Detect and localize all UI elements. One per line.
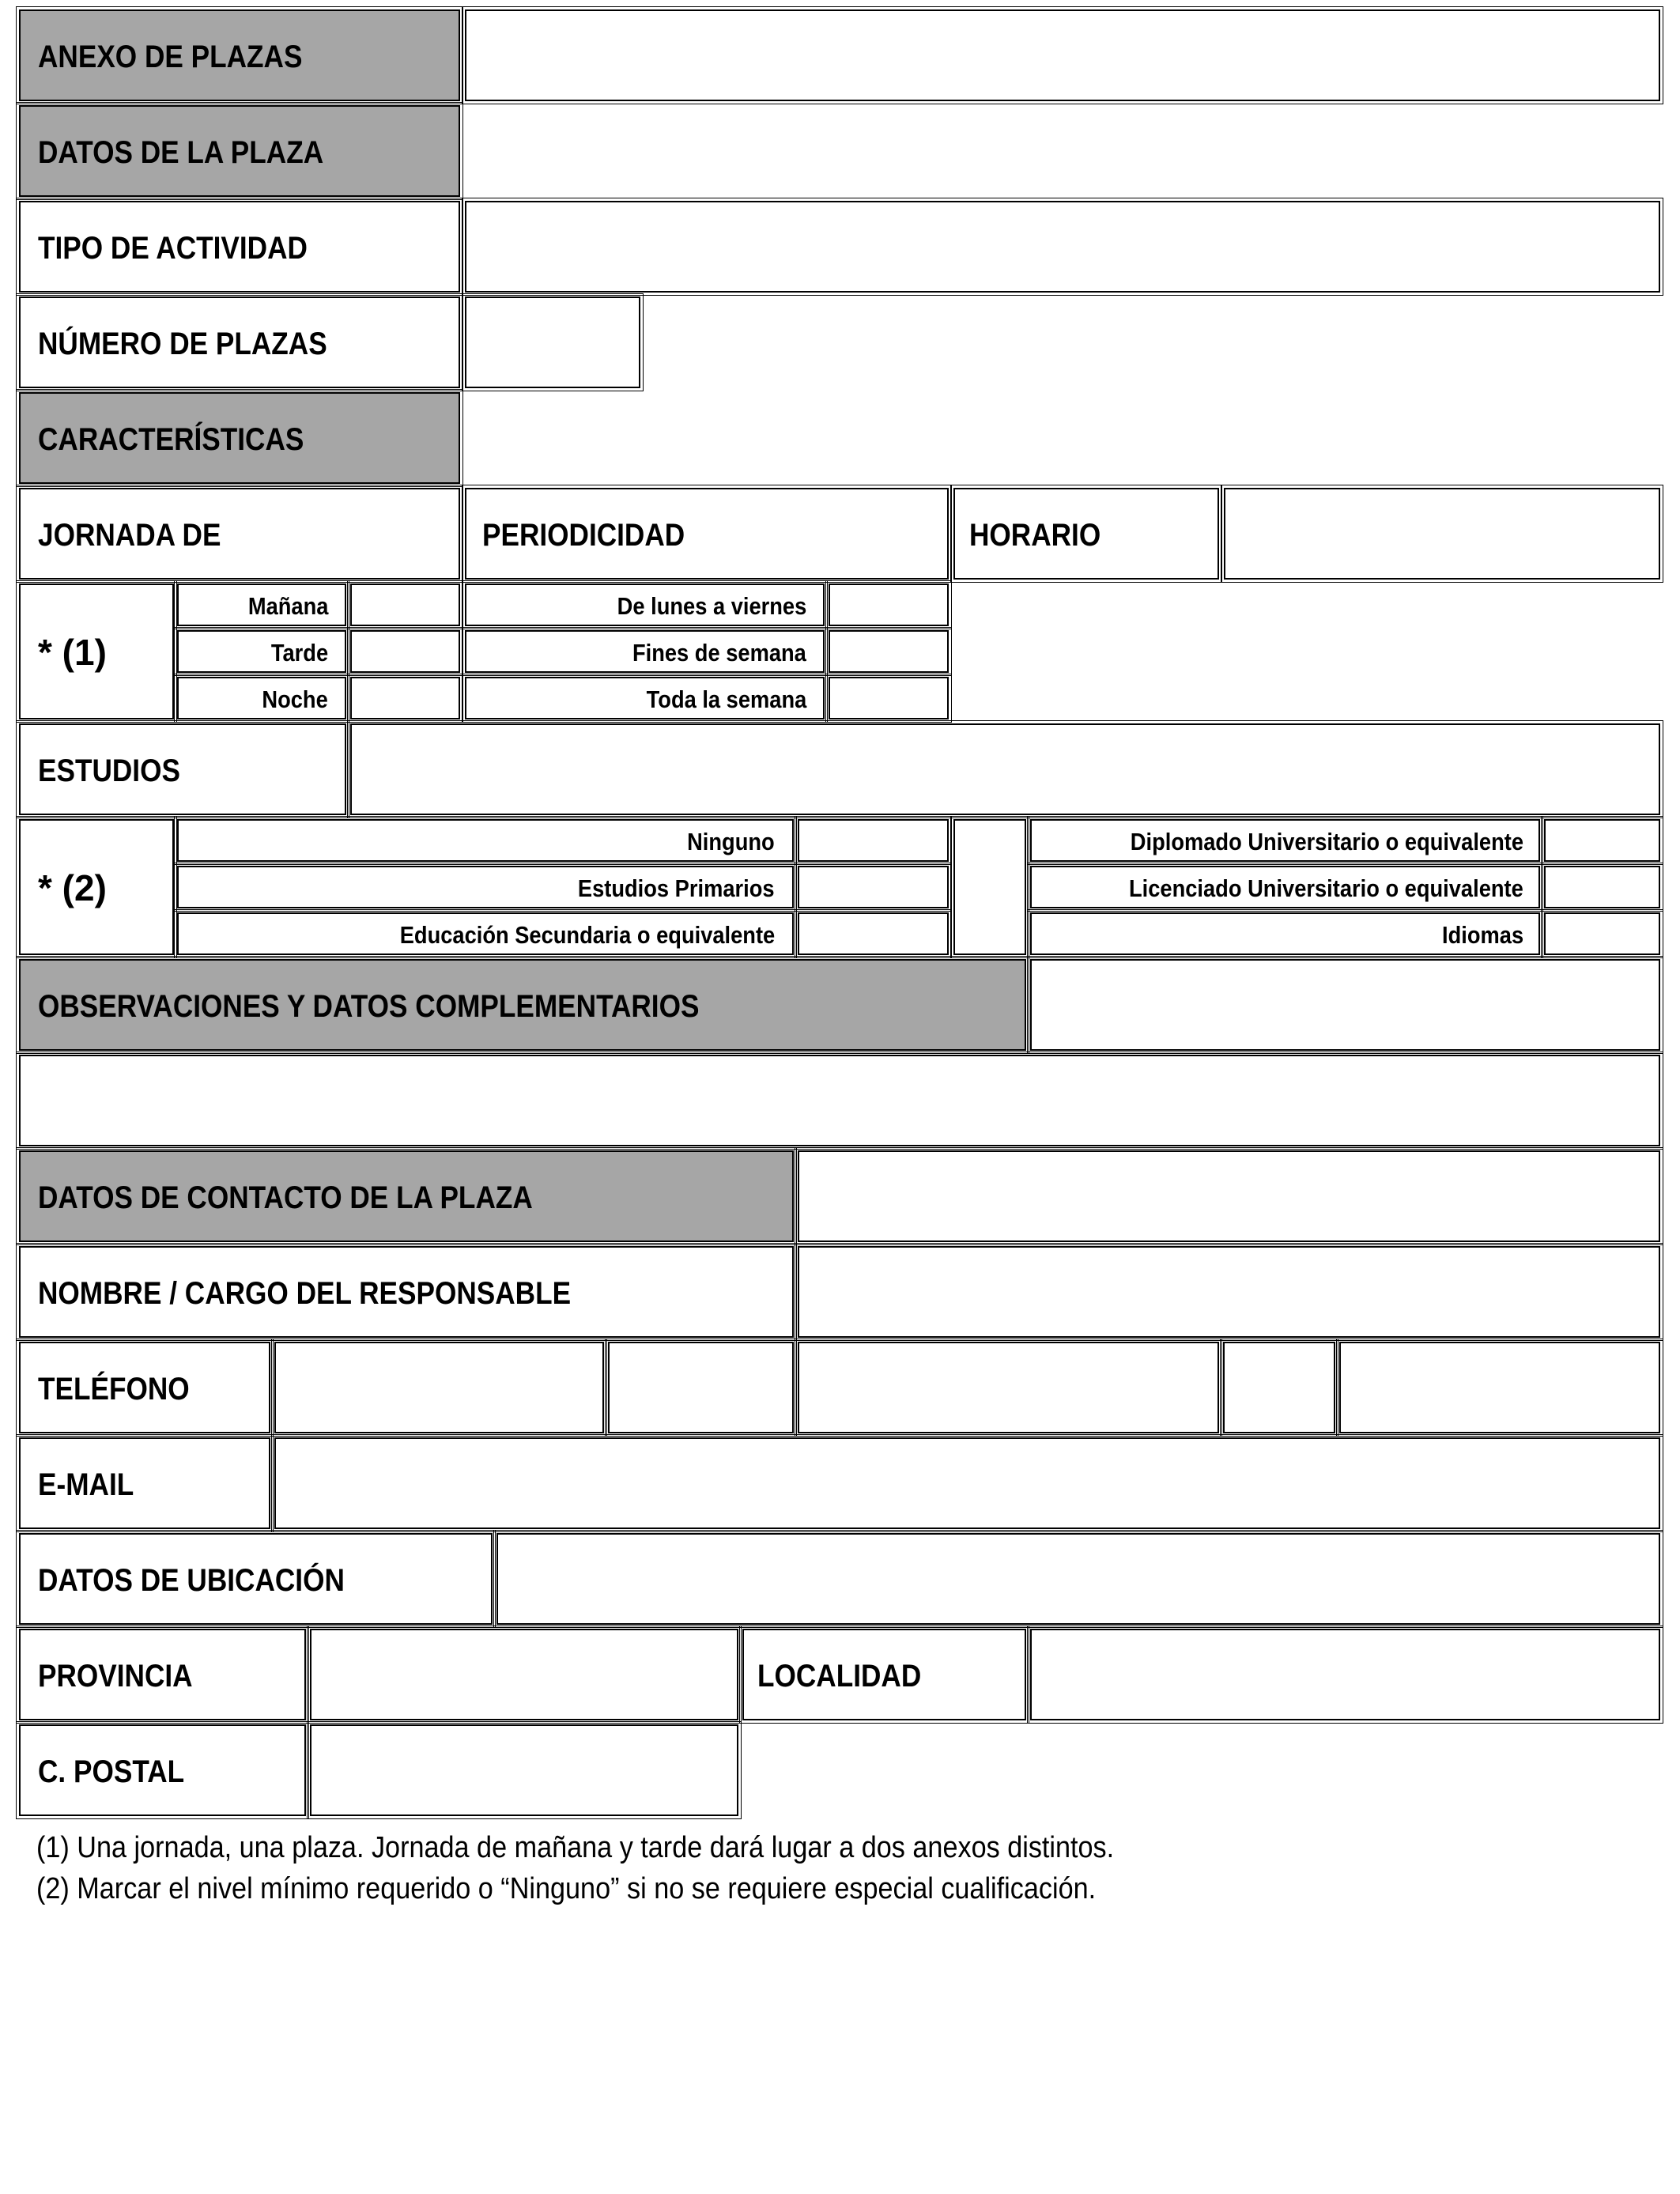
telefono-field-1[interactable] [274, 1342, 604, 1433]
email-field[interactable] [274, 1437, 1660, 1529]
observaciones-side-field[interactable] [1030, 959, 1660, 1051]
jornada-option-noche-label: Noche [262, 685, 328, 713]
cpostal-field[interactable] [310, 1724, 738, 1816]
estudios-checkbox-idiomas[interactable] [1544, 912, 1660, 955]
email-label: E-MAIL [38, 1467, 134, 1502]
telefono-field-4[interactable] [1223, 1342, 1335, 1433]
estudios-spacer-cell [953, 819, 1026, 955]
datos-plaza-title: DATOS DE LA PLAZA [38, 135, 324, 170]
note1-marker: * (1) [38, 632, 107, 673]
ubicacion-label: DATOS DE UBICACIÓN [38, 1563, 345, 1598]
localidad-label: LOCALIDAD [757, 1659, 922, 1694]
jornada-checkbox-manana[interactable] [350, 583, 460, 626]
estudios-checkbox-diplomado[interactable] [1544, 819, 1660, 862]
estudios-checkbox-licenciado[interactable] [1544, 866, 1660, 908]
estudios-label: ESTUDIOS [38, 753, 180, 788]
horario-field[interactable] [1224, 488, 1660, 580]
jornada-label: JORNADA DE [38, 518, 221, 553]
estudios-checkbox-ninguno[interactable] [798, 819, 949, 862]
provincia-label: PROVINCIA [38, 1659, 193, 1694]
jornada-checkbox-noche[interactable] [350, 677, 460, 719]
horario-label: HORARIO [969, 518, 1101, 553]
contacto-side-field[interactable] [798, 1150, 1660, 1242]
estudios-checkbox-secundaria[interactable] [798, 912, 949, 955]
localidad-field[interactable] [1030, 1629, 1660, 1720]
observaciones-title: OBSERVACIONES Y DATOS COMPLEMENTARIOS [38, 989, 700, 1024]
provincia-field[interactable] [310, 1629, 738, 1720]
caracteristicas-title: CARACTERÍSTICAS [38, 422, 304, 457]
estudios-option-licenciado-label: Licenciado Universitario o equivalente [1129, 874, 1523, 902]
jornada-option-tarde-label: Tarde [270, 639, 328, 667]
periodicidad-label: PERIODICIDAD [482, 518, 685, 553]
estudios-option-diplomado-label: Diplomado Universitario o equivalente [1130, 828, 1523, 855]
periodicidad-option-toda-semana-label: Toda la semana [646, 685, 806, 713]
estudios-option-secundaria-label: Educación Secundaria o equivalente [399, 921, 775, 949]
periodicidad-checkbox-toda-semana[interactable] [829, 677, 949, 719]
ubicacion-field[interactable] [496, 1533, 1660, 1625]
periodicidad-checkbox-fines-semana[interactable] [829, 630, 949, 673]
numero-plazas-field[interactable] [465, 296, 640, 388]
telefono-field-2[interactable] [608, 1342, 794, 1433]
estudios-option-ninguno-label: Ninguno [687, 828, 775, 855]
responsable-field[interactable] [798, 1246, 1660, 1338]
note2-marker: * (2) [38, 867, 107, 908]
tipo-actividad-field[interactable] [465, 201, 1660, 293]
footnote-1: (1) Una jornada, una plaza. Jornada de mañana y tarde dará lugar a dos anexos distintos. [36, 1831, 1115, 1864]
estudios-checkbox-primarios[interactable] [798, 866, 949, 908]
tipo-actividad-label: TIPO DE ACTIVIDAD [38, 231, 308, 266]
estudios-field[interactable] [350, 723, 1660, 815]
cpostal-label: C. POSTAL [38, 1754, 185, 1789]
footnote-2: (2) Marcar el nivel mínimo requerido o “Ninguno” si no se requiere especial cualificación. [36, 1872, 1097, 1905]
estudios-option-idiomas-label: Idiomas [1441, 921, 1523, 949]
anexo-field[interactable] [465, 9, 1660, 101]
telefono-field-5[interactable] [1339, 1342, 1660, 1433]
periodicidad-checkbox-lunes-viernes[interactable] [829, 583, 949, 626]
contacto-title: DATOS DE CONTACTO DE LA PLAZA [38, 1180, 533, 1215]
anexo-title: ANEXO DE PLAZAS [38, 40, 303, 74]
observaciones-field[interactable] [19, 1055, 1660, 1146]
periodicidad-option-fines-semana-label: Fines de semana [632, 639, 806, 667]
numero-plazas-label: NÚMERO DE PLAZAS [38, 327, 327, 361]
telefono-label: TELÉFONO [38, 1372, 190, 1407]
jornada-checkbox-tarde[interactable] [350, 630, 460, 673]
estudios-option-primarios-label: Estudios Primarios [578, 874, 775, 902]
periodicidad-option-lunes-viernes-label: De lunes a viernes [617, 592, 806, 620]
jornada-option-manana-label: Mañana [247, 592, 328, 620]
responsable-label: NOMBRE / CARGO DEL RESPONSABLE [38, 1276, 572, 1311]
telefono-field-3[interactable] [798, 1342, 1219, 1433]
